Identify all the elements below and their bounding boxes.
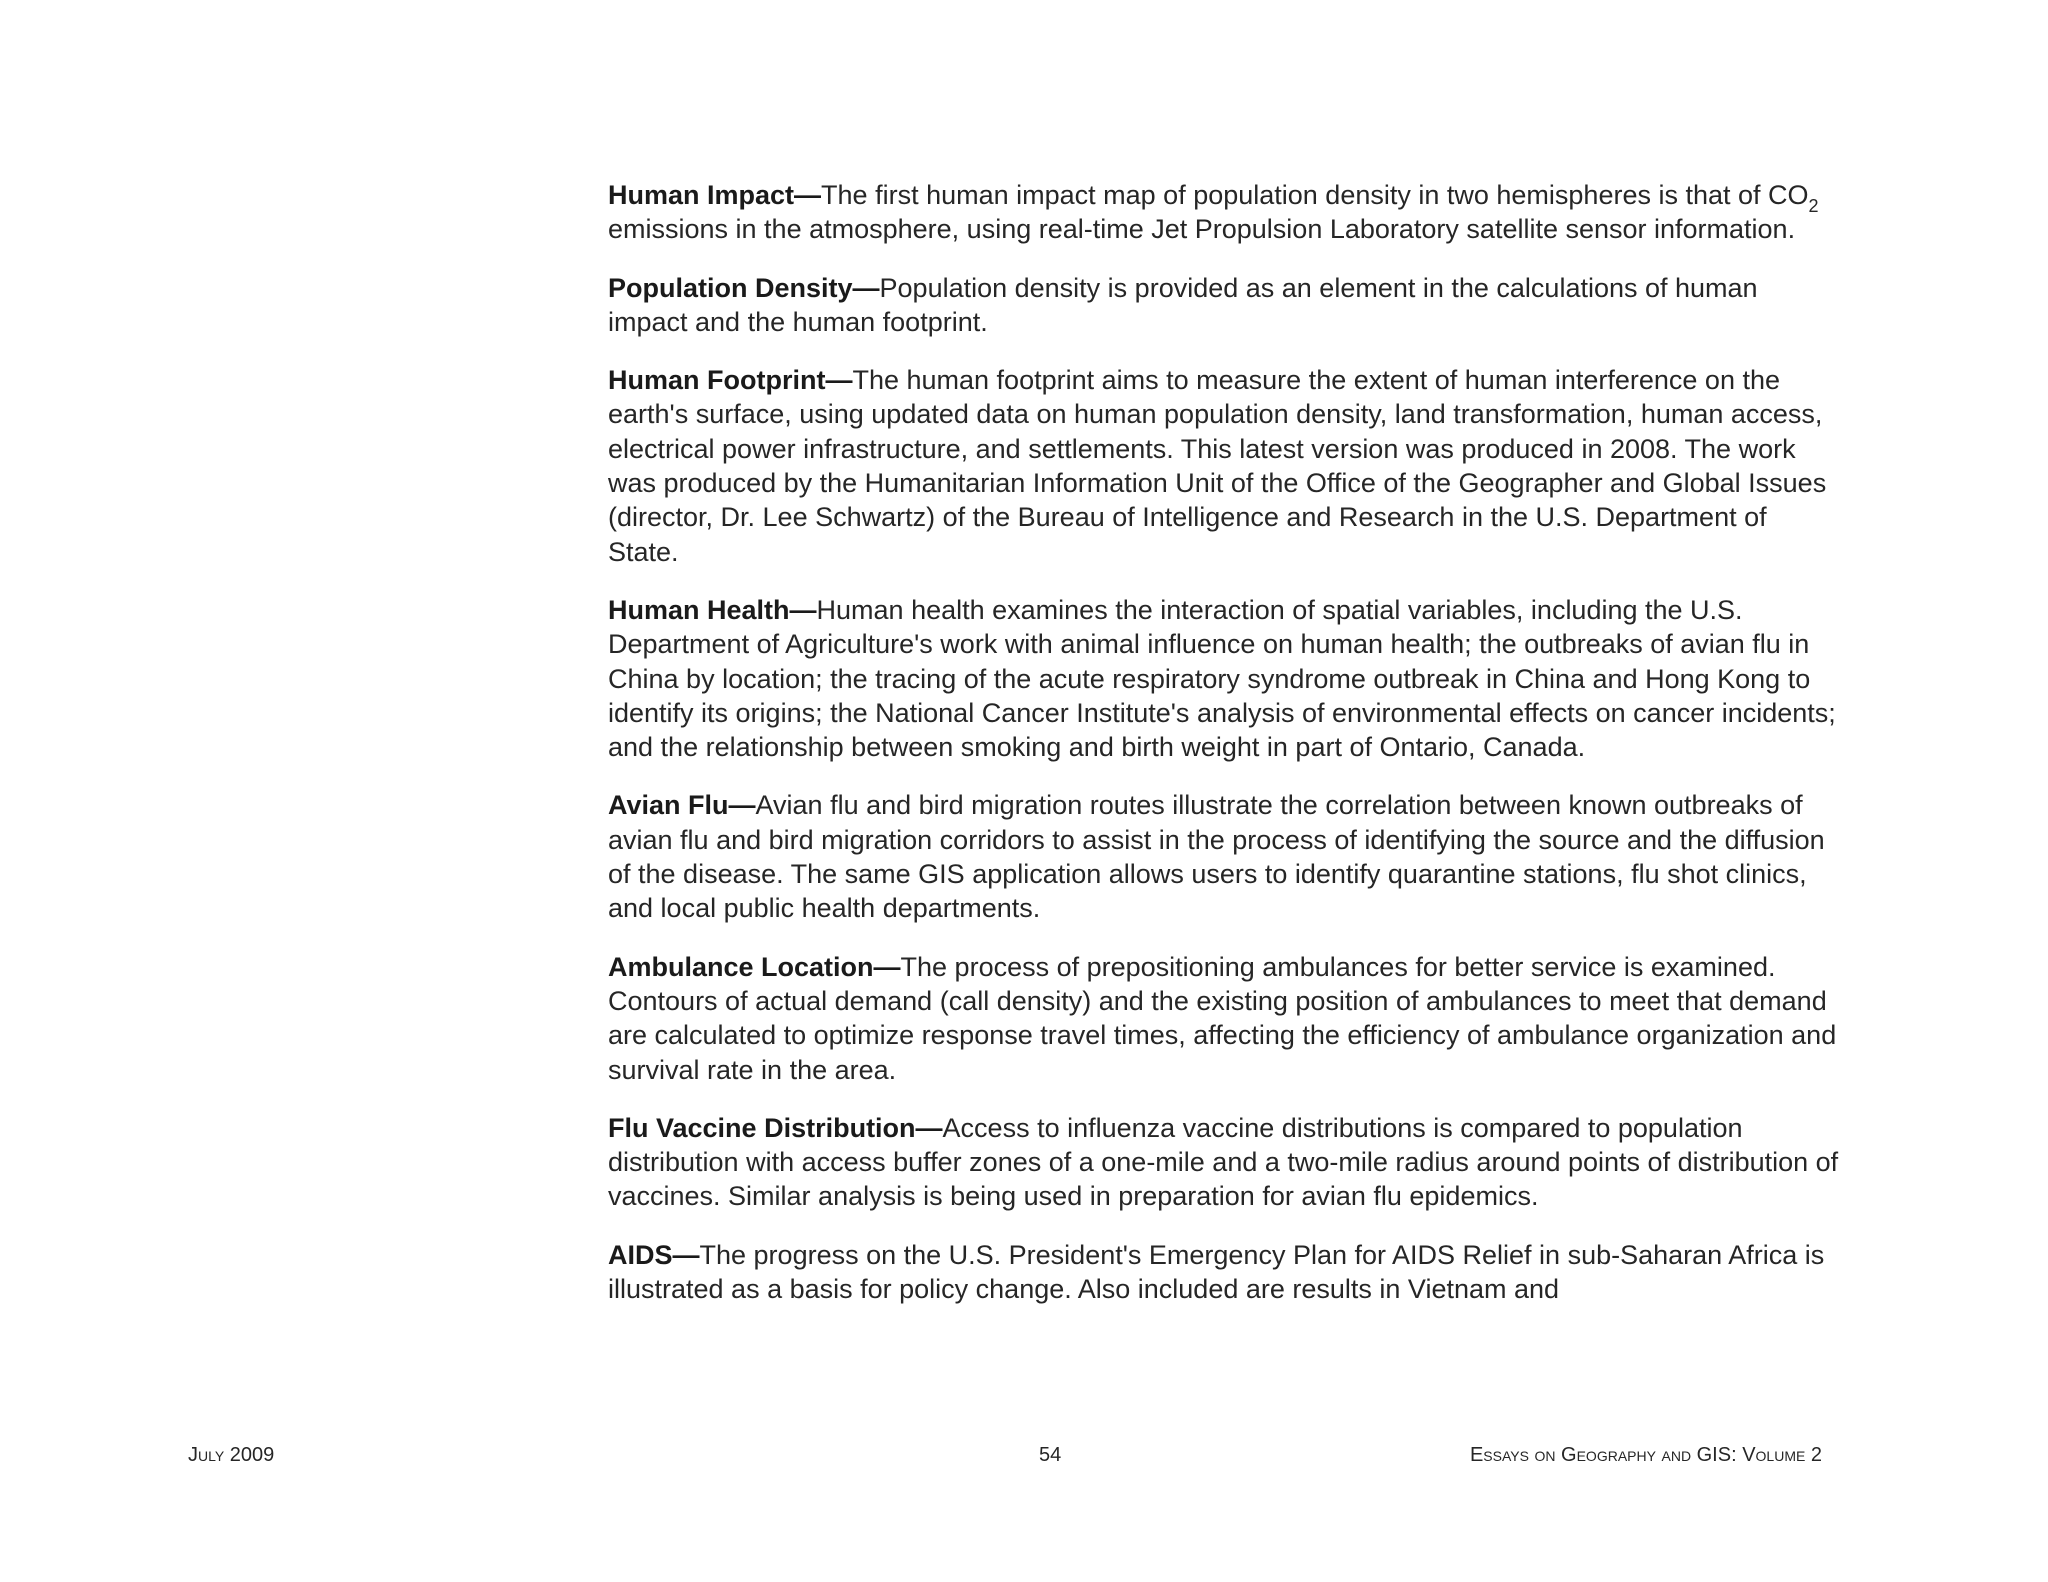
paragraph-flu-vaccine-distribution (608, 1111, 1844, 1214)
term-heading: Human Impact— (608, 180, 822, 210)
paragraph-text: The first human impact map of population density in two hemispheres is that of CO (821, 180, 1809, 210)
paragraph-text: Human health examines the interaction of spatial variables, including the U.S. Department of Agriculture's work with animal influence on human health; the outbreaks of avian flu in China by location; the tracing of the acute respiratory syndrome outbreak in China and Hong Kong to identify its origins; the National Cancer Institute's analysis of environmental effects on cancer incidents; and the relationship between smoking and birth weight in part of Ontario, Canada. (608, 594, 1836, 763)
footer-publication-title: Essays on Geography and GIS: Volume 2 (1469, 1444, 1822, 1466)
page-number: 54 (1039, 1444, 1062, 1466)
paragraph-text: emissions in the atmosphere, using real-time Jet Propulsion Laboratory satellite sensor information. (608, 214, 1796, 245)
paragraph-human-impact (608, 178, 1844, 247)
paragraph-avian-flu (608, 788, 1844, 925)
term-heading: Human Health— (608, 594, 817, 625)
term-heading: Population Density— (608, 272, 880, 303)
paragraph-ambulance-location (608, 950, 1844, 1087)
term-heading: Human Footprint— (608, 365, 853, 396)
paragraph-population-density (608, 271, 1844, 340)
footer-date: July 2009 (188, 1444, 275, 1466)
paragraph-text: The human footprint aims to measure the extent of human interference on the earth's surface, using updated data on human population density, land transformation, human access, electrical power infrastructure, and settlements. This latest version was produced in 2008. The work was produced by the Humanitarian Information Unit of the Office of the Geographer and Global Issues (director, Dr. Lee Schwartz) of the Bureau of Intelligence and Research in the U.S. Department of State. (608, 365, 1827, 567)
term-heading: Ambulance Location— (608, 951, 901, 982)
paragraph-text: Population density is provided as an element in the calculations of human impact and the human footprint. (608, 272, 1758, 337)
paragraph-aids (608, 1238, 1844, 1307)
paragraph-text: Avian flu and bird migration routes illustrate the correlation between known outbreaks of avian flu and bird migration corridors to assist in the process of identifying the source and the diffusion of the disease. The same GIS application allows users to identify quarantine stations, flu shot clinics, and local public health departments. (608, 790, 1825, 924)
term-heading: Avian Flu— (608, 790, 756, 821)
subscript-2: 2 (1808, 196, 1819, 216)
paragraph-human-footprint (608, 363, 1844, 569)
paragraph-human-health (608, 593, 1844, 764)
paragraph-text: The progress on the U.S. President's Emergency Plan for AIDS Relief in sub-Saharan Africa is illustrated as a basis for policy change. Also included are results in Vietnam and (608, 1239, 1825, 1305)
paragraph-text: Access to influenza vaccine distributions is compared to population distribution with access buffer zones of a one-mile and a two-mile radius around points of distribution of vaccines. Similar analysis is being used in preparation for avian flu epidemics. (608, 1112, 1839, 1212)
body-text (608, 178, 1844, 1330)
term-heading: Flu Vaccine Distribution— (608, 1112, 943, 1143)
paragraph-text: The process of prepositioning ambulances for better service is examined. Contours of actual demand (call density) and the existing position of ambulances to meet that demand are calculated to optimize response travel times, affecting the efficiency of ambulance organization and survival rate in the area. (608, 951, 1837, 1085)
term-heading: AIDS— (608, 1239, 700, 1270)
